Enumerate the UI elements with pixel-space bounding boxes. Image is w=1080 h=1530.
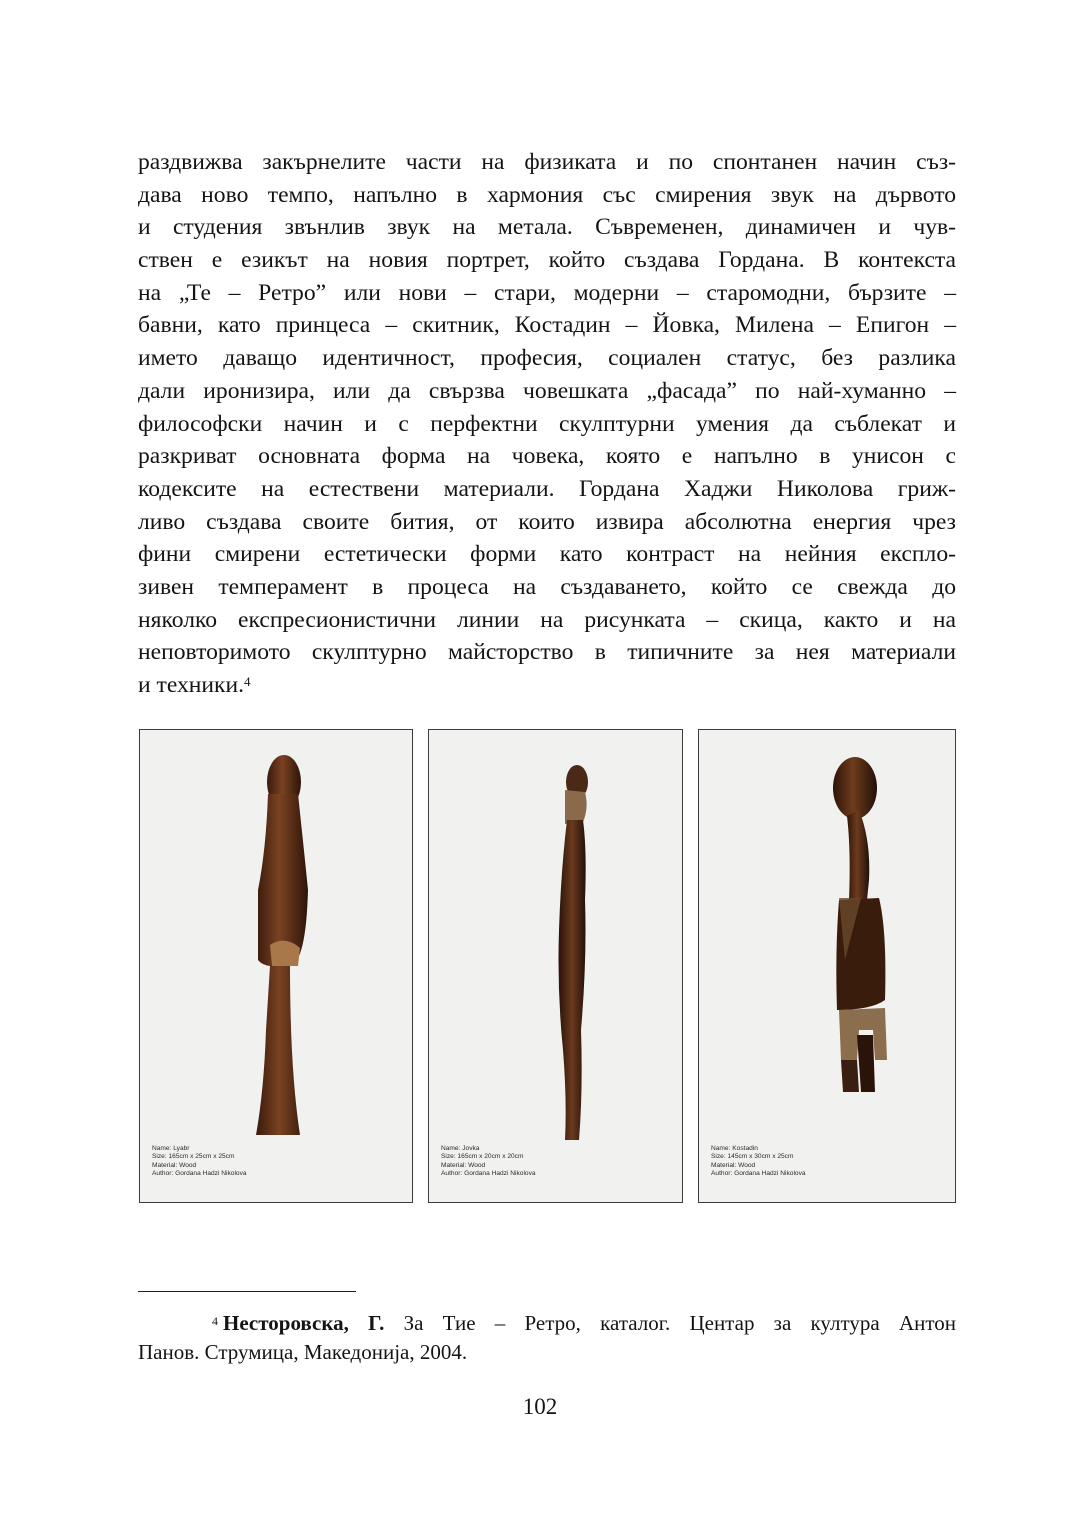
body-line: ствен е езикът на новия портрет, който създава Гордана. В контекста [138,247,956,274]
body-line: дали иронизира, или да свързва човешката „фасада” по най-хуманно – [138,377,956,404]
footnote-line-2: Панов. Струмица, Македонија, 2004. [138,1340,468,1364]
body-line: раздвижва закърнелите части на физиката и по спонтанен начин съз- [138,149,956,175]
photo-caption-1 [152,1145,247,1178]
body-line: кодексите на естествени материали. Гордана Хаджи Николова гриж- [138,475,956,502]
sculpture-figure-3 [699,730,955,1202]
footnote-author: Несторовска, Г. [223,1311,385,1335]
caption-line: Name: Kostadin [711,1145,758,1153]
body-line: и студения звънлив звук на метала. Съвременен, динамичен и чув- [138,214,956,241]
footnote-reference: 4 [244,674,251,689]
caption-line: Author: Gordana Hadzi Nikolova [441,1169,536,1177]
footnote-separator [138,1291,356,1292]
page-number: 102 [522,1394,558,1419]
sculpture-photo-3 [698,729,956,1203]
caption-line: Size: 165cm x 20cm x 20cm [441,1153,524,1161]
body-line-last-text: и техники. [138,672,245,698]
body-line: името даващо идентичност, професия, социален статус, без разлика [138,345,956,372]
body-line-last [138,669,956,702]
body-line: философски начин и с перфектни скулптурни умения да съблекат и [138,410,956,437]
body-line: дава ново темпо, напълно в хармония със смирения звук на дървото [138,181,956,208]
body-line: фини смирени естетически форми като контраст на нейния експло- [138,541,956,568]
sculpture-figure-2 [429,730,682,1202]
caption-line: Name: Lyabr [152,1145,190,1153]
sculpture-photo-2 [428,729,683,1203]
caption-line: Material: Wood [152,1161,197,1169]
footnote-line-1 [138,1309,956,1338]
caption-line: Author: Gordana Hadzi Nikolova [711,1169,806,1177]
caption-line: Size: 165cm x 25cm x 25cm [152,1153,235,1161]
body-line: няколко експресионистични линии на рисунката – скица, както и на [138,606,956,633]
caption-line: Size: 145cm x 30cm x 25cm [711,1153,794,1161]
body-line: ливо създава своите бития, от които извира абсолютна енергия чрез [138,508,956,535]
caption-line: Author: Gordana Hadzi Nikolova [152,1169,247,1177]
body-line: на „Те – Ретро” или нови – стари, модерни – старомодни, бързите – [138,279,956,306]
footnote [138,1309,956,1367]
body-line: неповторимото скулптурно майсторство в типичните за нея материали [138,639,956,666]
body-line: зивен темперамент в процеса на създаването, който се свежда до [138,573,956,600]
photo-caption-3 [711,1145,806,1178]
photo-caption-2 [441,1145,536,1178]
sculpture-figure-1 [140,730,412,1202]
body-line: разкриват основната форма на човека, която е напълно в унисон с [138,443,956,470]
caption-line: Material: Wood [441,1161,486,1169]
caption-line: Material: Wood [711,1161,756,1169]
caption-line: Name: Jovka [441,1145,480,1153]
footnote-text-1: За Тие – Ретро, каталог. Центар за култура Антон [384,1311,956,1335]
sculpture-photo-1 [139,729,413,1203]
footnote-number: 4 [212,1314,218,1328]
body-line: бавни, като принцеса – скитник, Костадин – Йовка, Милена – Епигон – [138,312,956,339]
body-text [138,146,956,702]
